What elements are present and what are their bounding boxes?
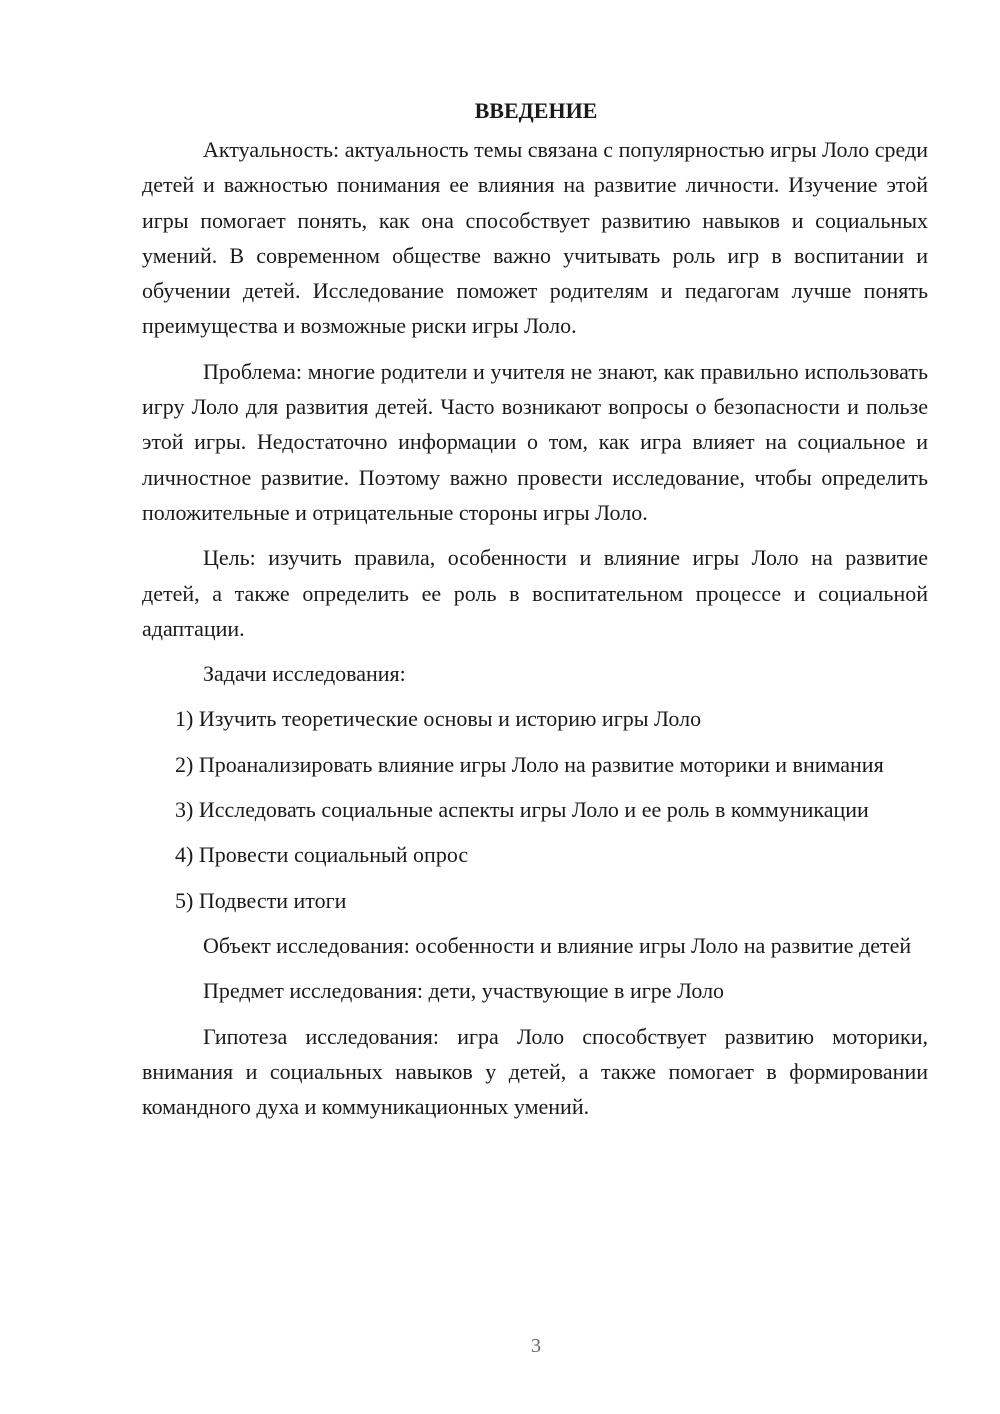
list-item: 2) Проанализировать влияние игры Лоло на развитие моторики и внимания	[175, 751, 884, 777]
page-number: 3	[531, 1335, 541, 1357]
paragraph-hypothesis: Гипотеза исследования: игра Лоло способствует развитию моторики, внимания и социальных навыков у детей, а также помогает в формировании командного духа и коммуникационных умений.	[142, 1023, 928, 1120]
paragraph-subject: Предмет исследования: дети, участвующие в игре Лоло	[203, 978, 725, 1004]
document-page	[142, 93, 928, 1124]
list-item: 5) Подвести итоги	[175, 887, 347, 913]
paragraph-object: Объект исследования: особенности и влияние игры Лоло на развитие детей	[203, 932, 912, 958]
list-item: 1) Изучить теоретические основы и историю игры Лоло	[175, 706, 702, 732]
tasks-list	[142, 701, 928, 917]
paragraph-problem: Проблема: многие родители и учителя не знают, как правильно использовать игру Лоло для развития детей. Часто возникают вопросы о безопасности и пользе этой игры. Недостаточно информации о том, как игра влияет на социальное и личностное развитие. Поэтому важно провести исследование, чтобы определить положительные и отрицательные стороны игры Лоло.	[142, 358, 928, 525]
paragraph-goal: Цель: изучить правила, особенности и влияние игры Лоло на развитие детей, а также определить ее роль в воспитательном процессе и социальной адаптации.	[142, 545, 928, 641]
paragraph-tasks-heading: Задачи исследования:	[203, 661, 406, 687]
page-title: ВВЕДЕНИЕ	[474, 98, 598, 123]
list-item: 3) Исследовать социальные аспекты игры Лоло и ее роль в коммуникации	[175, 797, 869, 823]
paragraph-relevance: Актуальность: актуальность темы связана с популярностью игры Лоло среди детей и важностью понимания ее влияния на развитие личности. Изучение этой игры помогает понять, как она способствует развитию навыков и социальных умений. В современном обществе важно учитывать роль игр в воспитании и обучении детей. Исследование поможет родителям и педагогам лучше понять преимущества и возможные риски игры Лоло.	[142, 137, 928, 339]
list-item: 4) Провести социальный опрос	[175, 842, 469, 868]
